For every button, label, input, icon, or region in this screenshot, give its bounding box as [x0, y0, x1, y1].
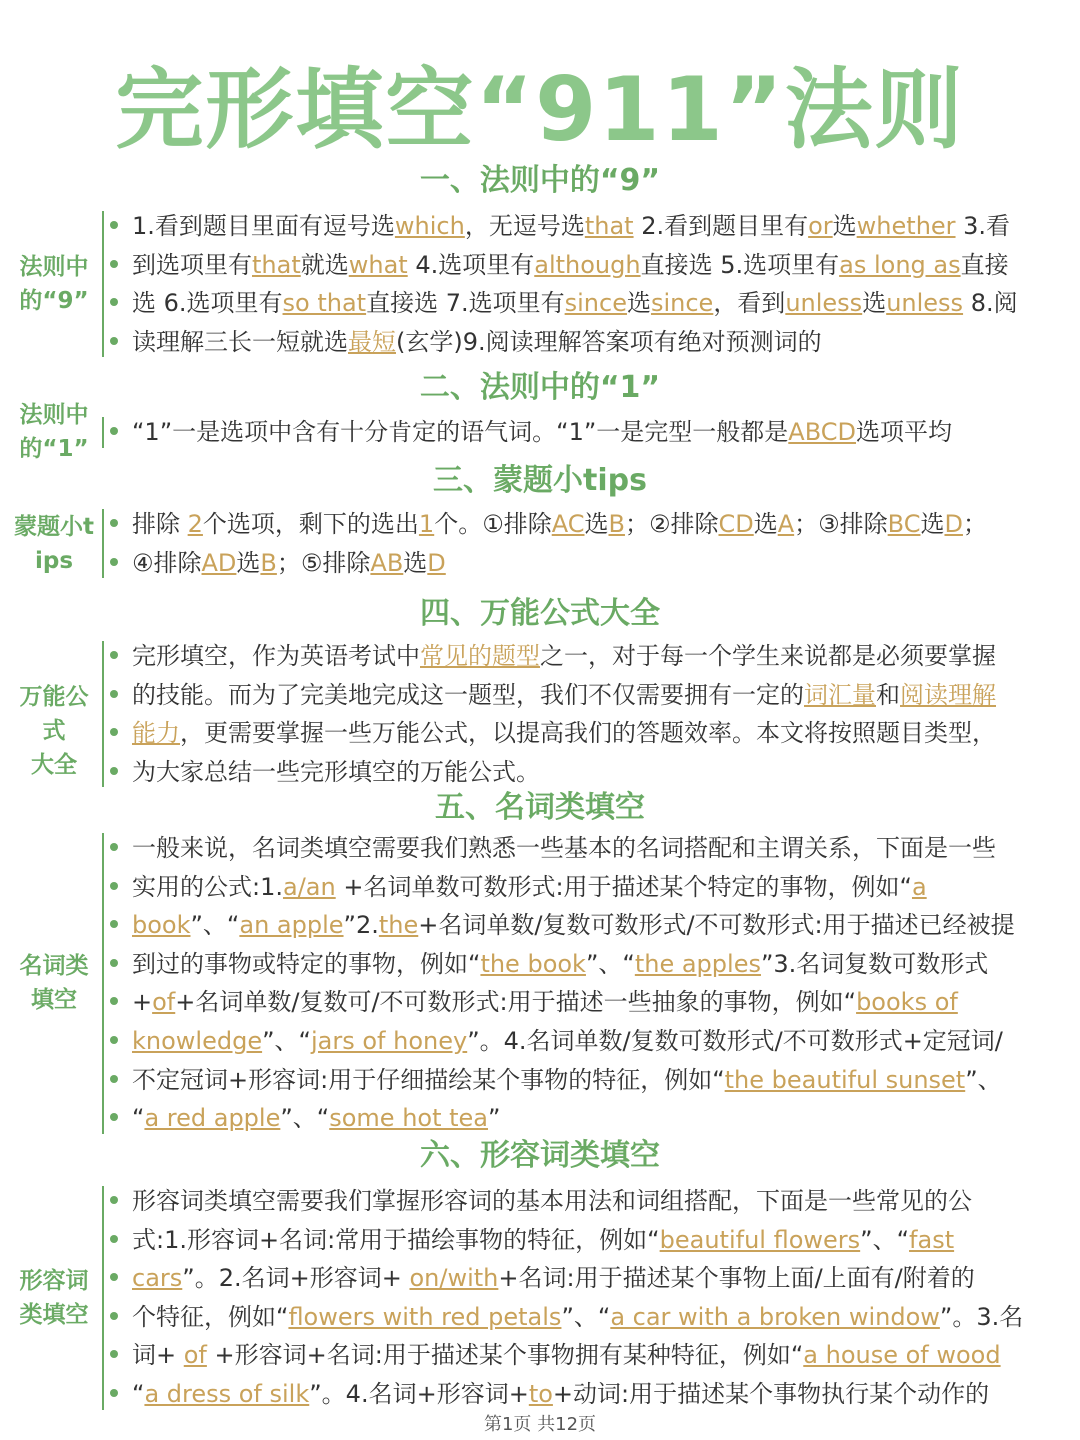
- bullet-line: [110, 284, 1060, 323]
- highlighted-keyword: a house of wood: [803, 1341, 1001, 1370]
- body-text: ”、“: [280, 1104, 330, 1133]
- bullet-dot-icon: [110, 651, 118, 659]
- page-footer: 第1页 共12页: [483, 1414, 597, 1435]
- highlighted-keyword: AC: [551, 510, 585, 538]
- section-heading: 六、形容词类填空: [420, 1138, 660, 1173]
- body-text: 8.阅: [963, 289, 1018, 318]
- body-text: 完形填空，作为英语考试中: [132, 642, 420, 670]
- body-text: 选: [403, 548, 428, 577]
- highlighted-keyword: on/with: [409, 1264, 499, 1293]
- highlighted-keyword: of: [152, 988, 176, 1017]
- body-text: ”、“: [585, 949, 635, 978]
- body-text: “: [132, 1104, 145, 1133]
- bullet-line: [110, 829, 1060, 868]
- section-divider: [102, 1186, 104, 1410]
- bullet-line: [110, 983, 1060, 1022]
- bullet-line: [110, 544, 1060, 583]
- section-lines: [110, 637, 1060, 791]
- body-text: ”3.名词复数可数形式: [760, 949, 989, 978]
- body-text: ；③排除: [794, 510, 888, 538]
- bullet-dot-icon: [110, 337, 118, 345]
- section-divider: [102, 641, 104, 787]
- highlighted-keyword: the book: [480, 949, 586, 978]
- highlighted-keyword: some hot tea: [329, 1104, 489, 1133]
- bullet-dot-icon: [110, 1312, 118, 1320]
- body-text: 读理解三长一短就选: [132, 327, 348, 356]
- body-text: 实用的公式:1.: [132, 872, 283, 901]
- body-text: 词+: [132, 1341, 184, 1370]
- highlighted-keyword: D: [944, 510, 963, 538]
- body-text: ④排除: [132, 548, 202, 577]
- section-label: 万能公式 大全: [19, 684, 89, 779]
- highlighted-keyword: beautiful flowers: [659, 1225, 861, 1254]
- bullet-dot-icon: [110, 997, 118, 1005]
- highlighted-keyword: AD: [201, 548, 237, 577]
- section-lines: [110, 829, 1060, 1138]
- section-heading: 五、名词类填空: [435, 790, 645, 825]
- highlighted-keyword: unless: [785, 289, 863, 318]
- highlighted-keyword: jars of honey: [310, 1026, 468, 1055]
- body-text: 个特征，例如“: [132, 1302, 289, 1331]
- section-lines: [110, 413, 1060, 452]
- section-label: 法则中 的“1”: [19, 402, 89, 463]
- bullet-dot-icon: [110, 920, 118, 928]
- body-text: 直接: [960, 250, 1009, 279]
- highlighted-keyword: a: [911, 872, 927, 901]
- highlighted-keyword: B: [260, 548, 277, 577]
- bullet-dot-icon: [110, 767, 118, 775]
- section-label: 形容词 类填空: [19, 1267, 89, 1328]
- highlighted-keyword: book: [132, 911, 191, 940]
- body-text: 选: [920, 510, 945, 538]
- body-text: ；⑤排除: [276, 548, 371, 577]
- body-text: 和: [876, 680, 900, 709]
- body-text: +动词:用于描述某个事物执行某个动作的: [552, 1379, 990, 1408]
- section-heading: 四、万能公式大全: [420, 596, 660, 631]
- highlighted-keyword: since: [650, 289, 714, 318]
- body-text: ；②排除: [624, 510, 719, 538]
- body-text: 一般来说，名词类填空需要我们熟悉一些基本的名词搭配和主谓关系，下面是一些: [132, 834, 996, 862]
- body-text: ，看到: [713, 289, 786, 318]
- bullet-dot-icon: [110, 298, 118, 306]
- body-text: 4.选项里有: [407, 250, 535, 279]
- section-label: 名词类 填空: [19, 953, 89, 1014]
- bullet-line: [110, 906, 1060, 945]
- body-text: +名词单数可数形式:用于描述某个特定的事物，例如“: [335, 872, 912, 901]
- bullet-line: [110, 945, 1060, 984]
- highlighted-keyword: the apples: [634, 949, 761, 978]
- body-text: 直接选 5.选项里有: [640, 250, 840, 279]
- highlighted-keyword: of: [183, 1341, 207, 1370]
- highlighted-keyword: which: [394, 212, 465, 240]
- body-text: ”、: [965, 1065, 1002, 1094]
- highlighted-keyword: B: [608, 510, 625, 538]
- highlighted-keyword: flowers with red petals: [288, 1302, 562, 1331]
- bullet-line: [110, 676, 1060, 715]
- highlighted-keyword: to: [528, 1379, 553, 1408]
- highlighted-keyword: a car with a broken window: [610, 1302, 940, 1331]
- body-text: ”2.: [343, 911, 379, 940]
- highlighted-keyword: the: [378, 911, 419, 940]
- body-text: 排除: [132, 510, 188, 538]
- body-text: ”: [488, 1104, 501, 1133]
- section-divider: [102, 509, 104, 578]
- bullet-line: [110, 1022, 1060, 1061]
- highlighted-keyword: so that: [282, 289, 367, 318]
- section-label: 法则中 的“9”: [19, 254, 89, 315]
- bullet-dot-icon: [110, 1196, 118, 1204]
- highlighted-keyword: as long as: [839, 250, 961, 279]
- section-label: 蒙题小t ips: [14, 513, 94, 574]
- body-text: +名词单数/复数可/不可数形式:用于描述一些抽象的事物，例如“: [175, 988, 857, 1017]
- highlighted-keyword: cars: [132, 1264, 183, 1293]
- highlighted-keyword: D: [427, 548, 446, 577]
- bullet-line: [110, 413, 1060, 452]
- highlighted-keyword: unless: [886, 289, 964, 318]
- bullet-dot-icon: [110, 558, 118, 566]
- highlighted-keyword: 2: [187, 510, 203, 538]
- body-text: ”。3.名: [939, 1302, 1024, 1331]
- highlighted-keyword: books of: [856, 988, 958, 1017]
- body-text: 式:1.形容词+名词:常用于描绘事物的特征，例如“: [132, 1225, 660, 1254]
- bullet-dot-icon: [110, 1235, 118, 1243]
- body-text: 选: [236, 548, 261, 577]
- body-text: 选 6.选项里有: [132, 289, 283, 318]
- highlighted-keyword: 能力: [132, 719, 180, 748]
- body-text: 形容词类填空需要我们掌握形容词的基本用法和词组搭配，下面是一些常见的公: [132, 1187, 972, 1215]
- bullet-dot-icon: [110, 519, 118, 527]
- highlighted-keyword: fast: [909, 1225, 955, 1254]
- bullet-line: [110, 323, 1060, 362]
- bullet-line: [110, 1298, 1060, 1337]
- highlighted-keyword: a/an: [282, 872, 336, 901]
- bullet-dot-icon: [110, 260, 118, 268]
- body-text: +形容词+名词:用于描述某个事物拥有某种特征，例如“: [206, 1341, 804, 1370]
- body-text: ”、“: [262, 1026, 311, 1055]
- highlighted-keyword: 常见的题型: [420, 642, 540, 670]
- body-text: 个选项，剩下的选出: [202, 510, 419, 538]
- highlighted-keyword: since: [564, 289, 627, 318]
- body-text: 3.看: [955, 212, 1011, 240]
- highlighted-keyword: that: [252, 250, 301, 279]
- highlighted-keyword: although: [534, 250, 641, 279]
- body-text: ；: [962, 510, 987, 538]
- body-text: ”、“: [860, 1225, 910, 1254]
- highlighted-keyword: ABCD: [788, 418, 856, 446]
- body-text: ，无逗号选: [464, 212, 585, 240]
- bullet-line: [110, 1375, 1060, 1414]
- bullet-line: [110, 637, 1060, 676]
- bullet-dot-icon: [110, 1113, 118, 1121]
- section-divider: [102, 833, 104, 1134]
- highlighted-keyword: CD: [718, 510, 754, 538]
- section-heading: 一、法则中的“9”: [419, 163, 661, 198]
- bullet-dot-icon: [110, 882, 118, 890]
- section-heading: 二、法则中的“1”: [419, 370, 661, 405]
- body-text: “1”一是选项中含有十分肯定的语气词。“1”一是完型一般都是: [132, 418, 789, 446]
- highlighted-keyword: A: [777, 510, 795, 538]
- bullet-line: [110, 1336, 1060, 1375]
- bullet-dot-icon: [110, 427, 118, 435]
- body-text: +名词单数/复数可数形式/不可数形式:用于描述已经被提: [418, 911, 1015, 940]
- highlighted-keyword: AB: [370, 548, 404, 577]
- highlighted-keyword: knowledge: [132, 1026, 263, 1055]
- body-text: +: [132, 988, 153, 1017]
- body-text: 选: [862, 289, 887, 318]
- body-text: ”。2.名词+形容词+: [182, 1264, 410, 1293]
- section-divider: [102, 417, 104, 448]
- highlighted-keyword: a dress of silk: [144, 1379, 310, 1408]
- body-text: ”。4.名词+形容词+: [309, 1379, 529, 1408]
- body-text: 选项平均: [855, 418, 952, 446]
- body-text: 为大家总结一些完形填空的万能公式。: [132, 757, 540, 786]
- bullet-line: [110, 868, 1060, 907]
- highlighted-keyword: a red apple: [144, 1104, 281, 1133]
- highlighted-keyword: 词汇量: [804, 680, 876, 709]
- body-text: 到过的事物或特定的事物，例如“: [132, 949, 481, 978]
- highlighted-keyword: the beautiful sunset: [724, 1065, 966, 1094]
- body-text: 直接选 7.选项里有: [366, 289, 565, 318]
- bullet-dot-icon: [110, 843, 118, 851]
- bullet-line: [110, 1061, 1060, 1100]
- body-text: 1.看到题目里面有逗号选: [132, 212, 395, 240]
- body-text: ，更需要掌握一些万能公式，以提高我们的答题效率。本文将按照题目类型，: [180, 719, 996, 748]
- highlighted-keyword: 阅读理解: [900, 680, 996, 709]
- body-text: 的技能。而为了完美地完成这一题型，我们不仅需要拥有一定的: [132, 680, 804, 709]
- highlighted-keyword: BC: [887, 510, 921, 538]
- bullet-line: [110, 246, 1060, 285]
- highlighted-keyword: that: [584, 212, 634, 240]
- highlighted-keyword: whether: [856, 212, 956, 240]
- section-lines: [110, 207, 1060, 361]
- highlighted-keyword: an apple: [239, 911, 344, 940]
- bullet-dot-icon: [110, 1350, 118, 1358]
- section-divider: [102, 211, 104, 357]
- bullet-dot-icon: [110, 1036, 118, 1044]
- bullet-dot-icon: [110, 1075, 118, 1083]
- bullet-line: [110, 1259, 1060, 1298]
- section-heading: 三、蒙题小tips: [433, 463, 647, 498]
- body-text: ”。4.名词单数/复数可数形式/不可数形式+定冠词/: [467, 1026, 1003, 1055]
- bullet-dot-icon: [110, 959, 118, 967]
- body-text: 就选: [300, 250, 349, 279]
- bullet-dot-icon: [110, 1389, 118, 1397]
- bullet-line: [110, 714, 1060, 753]
- bullet-dot-icon: [110, 221, 118, 229]
- body-text: ”、“: [190, 911, 240, 940]
- body-text: 选: [832, 212, 857, 240]
- body-text: ”、“: [561, 1302, 611, 1331]
- body-text: (玄学)9.阅读理解答案项有绝对预测词的: [396, 327, 822, 356]
- bullet-dot-icon: [110, 1273, 118, 1281]
- body-text: 选: [626, 289, 651, 318]
- highlighted-keyword: 1: [418, 510, 435, 538]
- body-text: 个。①排除: [434, 510, 552, 538]
- body-text: +名词:用于描述某个事物上面/上面有/附着的: [498, 1264, 975, 1293]
- body-text: 2.看到题目里有: [633, 212, 809, 240]
- body-text: 不定冠词+形容词:用于仔细描绘某个事物的特征，例如“: [132, 1065, 725, 1094]
- body-text: 选: [753, 510, 778, 538]
- body-text: “: [132, 1379, 145, 1408]
- bullet-line: [110, 207, 1060, 246]
- bullet-line: [110, 505, 1060, 544]
- highlighted-keyword: 最短: [348, 327, 396, 356]
- highlighted-keyword: or: [808, 212, 833, 240]
- body-text: 选: [584, 510, 609, 538]
- body-text: 之一，对于每一个学生来说都是必须要掌握: [540, 642, 996, 670]
- bullet-line: [110, 1221, 1060, 1260]
- body-text: 到选项里有: [132, 250, 252, 279]
- highlighted-keyword: what: [348, 250, 408, 279]
- bullet-dot-icon: [110, 690, 118, 698]
- section-lines: [110, 505, 1060, 582]
- bullet-line: [110, 1182, 1060, 1221]
- page-title: 完形填空“911”法则: [115, 58, 965, 161]
- section-lines: [110, 1182, 1060, 1414]
- bullet-dot-icon: [110, 728, 118, 736]
